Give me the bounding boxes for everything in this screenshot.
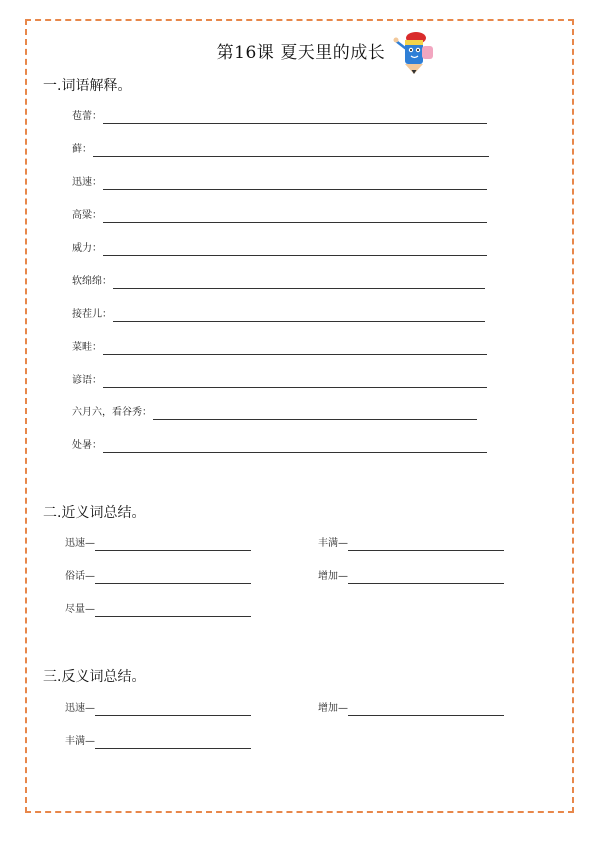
vocab-term: 处暑： (72, 440, 102, 451)
vocab-row (72, 110, 487, 124)
antonym-word: 丰满— (65, 736, 95, 747)
answer-line[interactable] (103, 443, 487, 453)
answer-line[interactable] (348, 574, 504, 584)
synonym-word: 迅速— (65, 538, 95, 549)
answer-line[interactable] (103, 213, 487, 223)
vocab-row (72, 406, 477, 420)
synonym-word: 尽量— (65, 604, 95, 615)
pencil-mascot-icon (392, 28, 436, 78)
antonym-word: 迅速— (65, 703, 95, 714)
antonym-pair (65, 702, 251, 716)
vocab-term: 谚语： (72, 375, 102, 386)
answer-line[interactable] (95, 541, 251, 551)
answer-line[interactable] (95, 607, 251, 617)
vocab-term: 软绵绵： (72, 276, 112, 287)
answer-line[interactable] (103, 378, 487, 388)
answer-line[interactable] (103, 246, 487, 256)
vocab-term: 菜畦： (72, 342, 102, 353)
answer-line[interactable] (113, 279, 485, 289)
vocab-row (72, 374, 487, 388)
answer-line[interactable] (348, 541, 504, 551)
synonym-word: 丰满— (318, 538, 348, 549)
vocab-row (72, 439, 487, 453)
answer-line[interactable] (95, 706, 251, 716)
answer-line[interactable] (103, 180, 487, 190)
lesson-name: 夏天里的成长 (280, 43, 386, 63)
vocab-row (72, 242, 487, 256)
vocab-term: 威力： (72, 243, 102, 254)
vocab-term: 苞蕾： (72, 111, 102, 122)
answer-line[interactable] (153, 410, 477, 420)
antonym-pair (318, 702, 504, 716)
vocab-row (72, 176, 487, 190)
page-title (0, 38, 596, 63)
vocab-term: 迅速： (72, 177, 102, 188)
answer-line[interactable] (93, 147, 489, 157)
vocab-term: 藓： (72, 144, 92, 155)
antonym-section-heading: 三.反义词总结。 (43, 669, 146, 685)
synonym-word: 俗话— (65, 571, 95, 582)
antonym-word: 增加— (318, 703, 348, 714)
answer-line[interactable] (95, 574, 251, 584)
lesson-number: 第16课 (216, 43, 275, 63)
answer-line[interactable] (95, 739, 251, 749)
synonym-pair (318, 570, 504, 584)
vocab-term: 接茬儿： (72, 309, 112, 320)
synonym-pair (65, 537, 251, 551)
synonym-word: 增加— (318, 571, 348, 582)
vocab-row (72, 275, 485, 289)
answer-line[interactable] (348, 706, 504, 716)
answer-line[interactable] (103, 345, 487, 355)
vocab-section-heading: 一.词语解释。 (43, 78, 132, 94)
vocab-row (72, 209, 487, 223)
vocab-term: 高粱： (72, 210, 102, 221)
synonym-section-heading: 二.近义词总结。 (43, 505, 146, 521)
antonym-pair (65, 735, 251, 749)
synonym-pair (65, 570, 251, 584)
synonym-pair (65, 603, 251, 617)
synonym-pair (318, 537, 504, 551)
vocab-row (72, 143, 489, 157)
vocab-row (72, 341, 487, 355)
vocab-term: 六月六，看谷秀： (72, 407, 152, 418)
answer-line[interactable] (113, 312, 485, 322)
vocab-row (72, 308, 485, 322)
answer-line[interactable] (103, 114, 487, 124)
